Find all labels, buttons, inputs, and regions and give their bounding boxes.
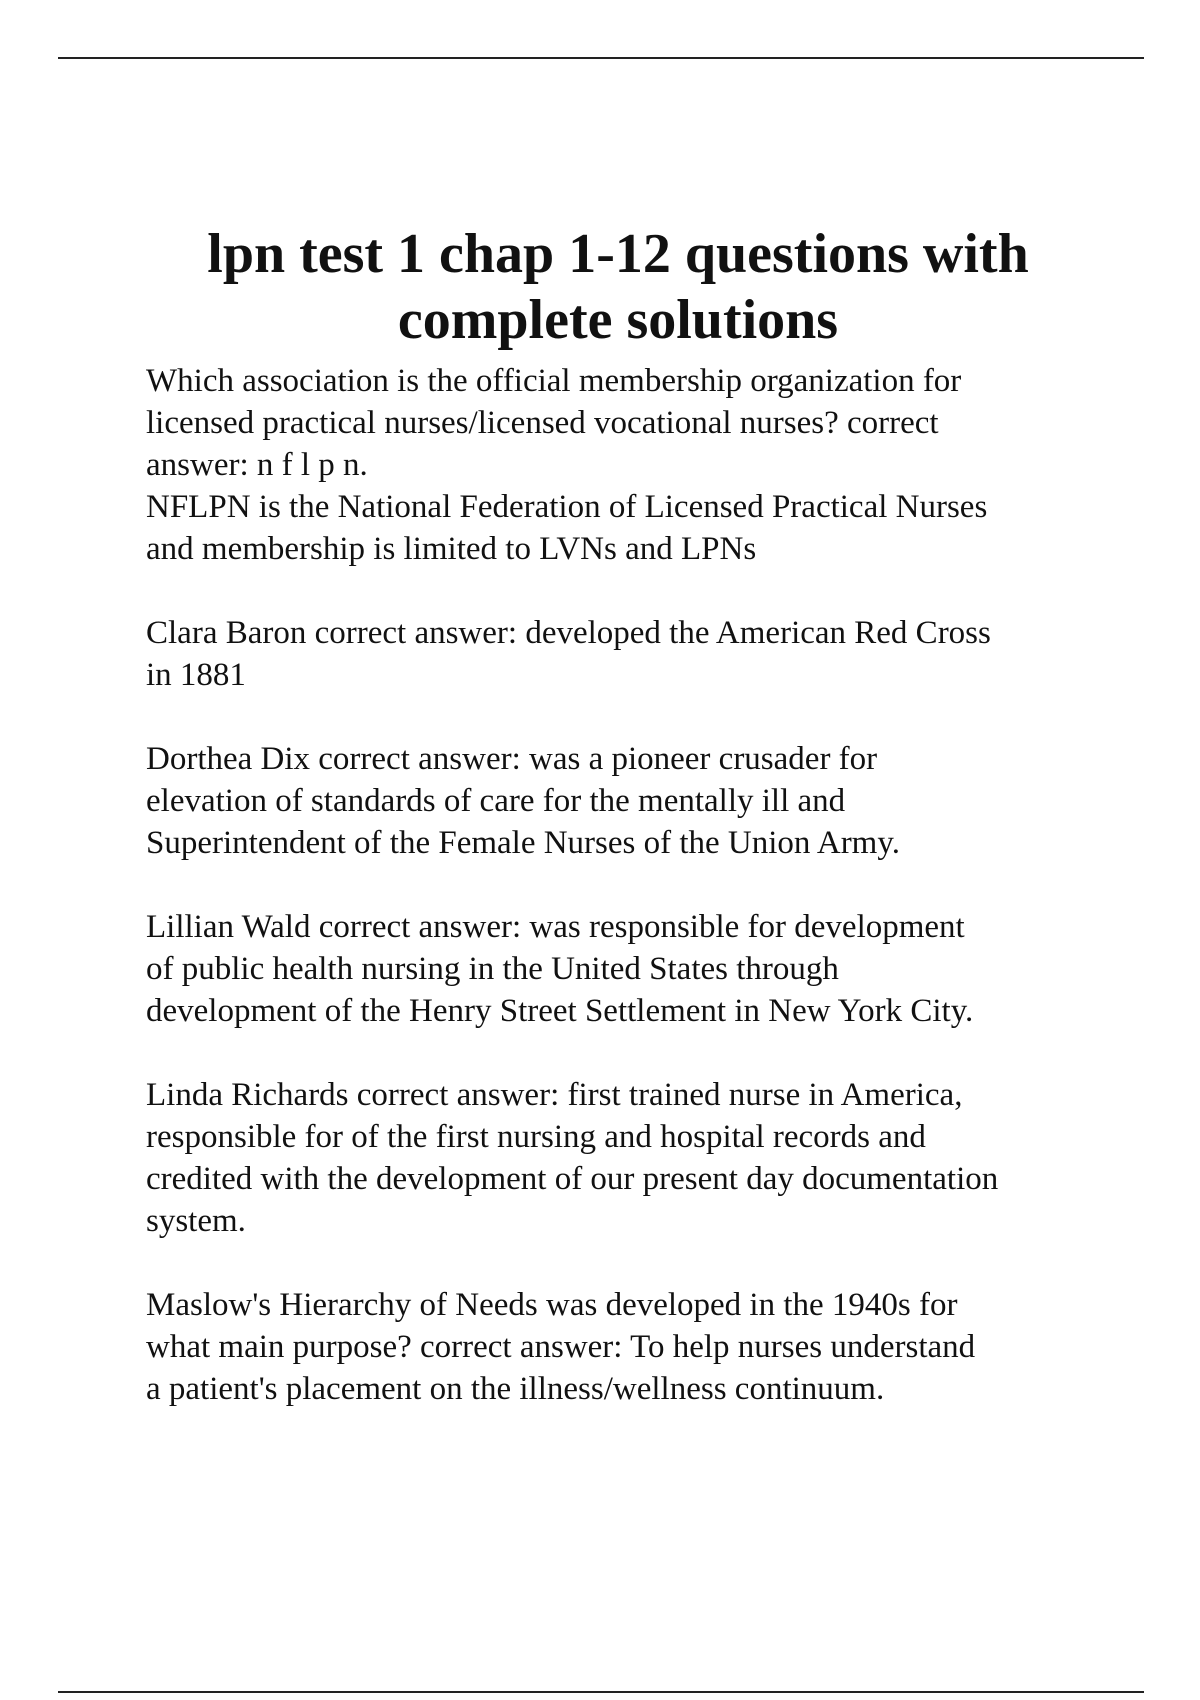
entry-line: Clara Baron correct answer: developed the American Red Cross (146, 615, 991, 651)
qa-entry-linda-richards (146, 1074, 1146, 1242)
entry-line: a patient's placement on the illness/wellness continuum. (146, 1371, 885, 1407)
entry-line: and membership is limited to LVNs and LPNs (146, 531, 757, 567)
entry-line: licensed practical nurses/licensed vocational nurses? correct (146, 405, 939, 441)
entry-line: Superintendent of the Female Nurses of the Union Army. (146, 825, 900, 861)
entry-line: elevation of standards of care for the mentally ill and (146, 783, 846, 819)
qa-list (146, 360, 1146, 1452)
entry-line: development of the Henry Street Settlement in New York City. (146, 993, 974, 1029)
entry-line: Lillian Wald correct answer: was responsible for development (146, 909, 965, 945)
entry-line: responsible for of the first nursing and hospital records and (146, 1119, 926, 1155)
qa-entry-dorthea-dix (146, 738, 1146, 864)
entry-line: Which association is the official membership organization for (146, 363, 962, 399)
entry-line: Linda Richards correct answer: first trained nurse in America, (146, 1077, 963, 1113)
document-title (80, 221, 1156, 353)
qa-entry-maslow (146, 1284, 1146, 1410)
qa-entry-clara-baron (146, 612, 1146, 696)
qa-entry-nflpn (146, 360, 1146, 570)
entry-line: Maslow's Hierarchy of Needs was developed in the 1940s for (146, 1287, 958, 1323)
title-line-1: lpn test 1 chap 1-12 questions with (207, 222, 1029, 285)
entry-line: NFLPN is the National Federation of Licensed Practical Nurses (146, 489, 988, 525)
top-divider (58, 57, 1144, 59)
entry-line: answer: n f l p n. (146, 447, 368, 483)
entry-line: system. (146, 1203, 246, 1239)
bottom-divider (58, 1691, 1144, 1693)
title-line-2: complete solutions (397, 288, 839, 351)
entry-line: of public health nursing in the United States through (146, 951, 839, 987)
entry-line: Dorthea Dix correct answer: was a pioneer crusader for (146, 741, 878, 777)
qa-entry-lillian-wald (146, 906, 1146, 1032)
entry-line: what main purpose? correct answer: To help nurses understand (146, 1329, 976, 1365)
entry-line: credited with the development of our present day documentation (146, 1161, 999, 1197)
entry-line: in 1881 (146, 657, 246, 693)
